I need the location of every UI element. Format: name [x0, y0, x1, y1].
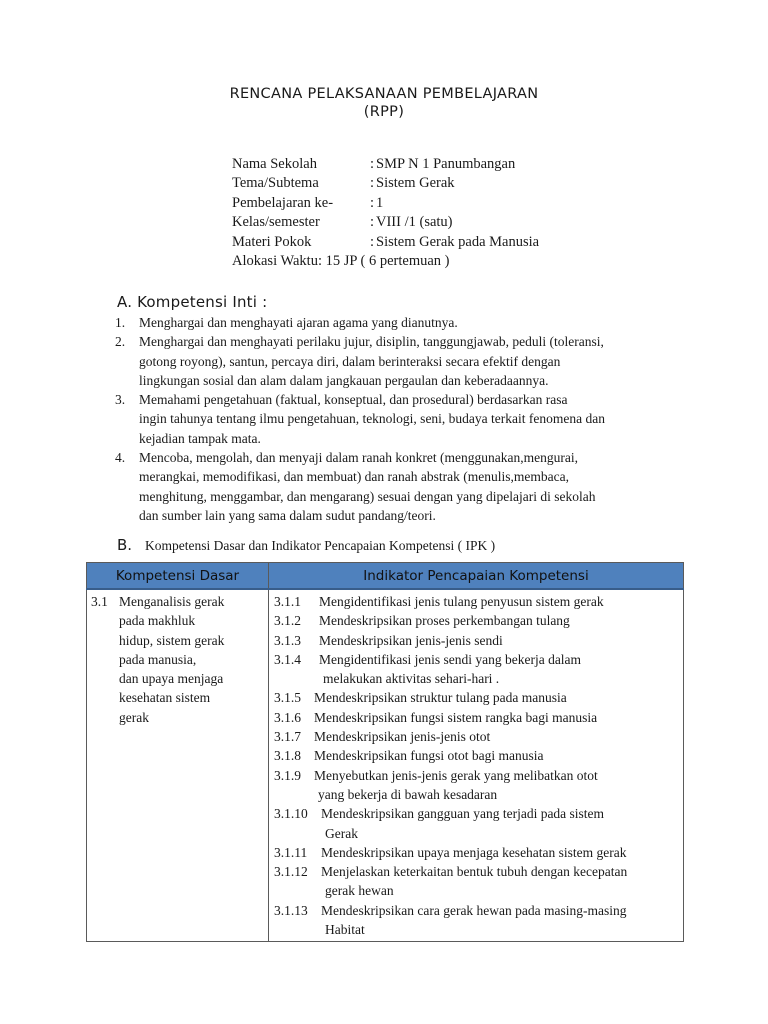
- ipk-number: 3.1.11: [274, 844, 308, 860]
- ipk-number: 3.1.7: [274, 729, 301, 745]
- info-value: 1: [376, 194, 384, 211]
- ipk-item: [274, 592, 683, 611]
- info-row: [232, 174, 539, 193]
- ipk-text-line: Mendeskripsikan fungsi otot bagi manusia: [314, 748, 544, 764]
- ipk-text-line: Mendeskripsikan proses perkembangan tulang: [319, 613, 570, 629]
- table-header-row: [87, 563, 684, 590]
- ipk-number: 3.1.1: [274, 594, 301, 609]
- list-text-line: Memahami pengetahuan (faktual, konseptual, dan prosedural) berdasarkan rasa: [139, 392, 568, 408]
- list-number: 2.: [115, 334, 126, 350]
- kompetensi-inti-list: [115, 313, 685, 525]
- list-text-line: menghitung, menggambar, dan mengarang) sesuai dengan yang dipelajari di sekolah: [139, 488, 596, 504]
- ipk-text-line: melakukan aktivitas sehari-hari .: [323, 671, 500, 687]
- column-header-ipk: Indikator Pencapaian Kompetensi: [269, 563, 684, 590]
- info-label: Nama Sekolah: [232, 156, 317, 172]
- section-b-heading: [117, 536, 495, 555]
- section-b-title: Kompetensi Dasar dan Indikator Pencapaian Kompetensi ( IPK ): [145, 538, 496, 553]
- info-label: Pembelajaran ke-: [232, 194, 334, 211]
- list-text-line: Menghargai dan menghayati perilaku jujur, disiplin, tanggungjawab, peduli (toleransi,: [139, 334, 604, 350]
- ipk-number: 3.1.6: [274, 709, 301, 725]
- list-item: [115, 390, 685, 448]
- info-value: Sistem Gerak: [376, 175, 455, 192]
- kd-text-line: dan upaya menjaga: [119, 671, 224, 687]
- ipk-item: [274, 862, 683, 901]
- ipk-item: [274, 804, 683, 843]
- ipk-text-line: Mendeskripsikan upaya menjaga kesehatan sistem gerak: [321, 844, 627, 860]
- ipk-number: 3.1.13: [274, 902, 308, 918]
- info-label: Materi Pokok: [232, 233, 312, 250]
- ipk-item: [274, 843, 683, 862]
- info-colon: :: [370, 194, 375, 211]
- ipk-item: [274, 650, 683, 689]
- ipk-text-line: Mendeskripsikan jenis-jenis sendi: [319, 632, 503, 648]
- table-row: [87, 589, 684, 942]
- list-text-line: dan sumber lain yang sama dalam sudut pandang/teori.: [139, 507, 436, 523]
- list-text-line: Mencoba, mengolah, dan menyaji dalam ranah konkret (menggunakan,mengurai,: [139, 450, 578, 466]
- list-number: 3.: [115, 392, 126, 408]
- info-value: SMP N 1 Panumbangan: [376, 156, 516, 172]
- kd-number: 3.1: [91, 594, 108, 609]
- ipk-text-line: Mendeskripsikan gangguan yang terjadi pada sistem: [321, 806, 605, 822]
- info-row: [232, 233, 539, 252]
- ipk-text-line: Mendeskripsikan cara gerak hewan pada masing-masing: [321, 902, 627, 918]
- ipk-item: [274, 688, 683, 707]
- ipk-list: [269, 592, 683, 941]
- info-colon: :: [370, 156, 375, 172]
- list-item: [115, 332, 685, 390]
- identity-block: [232, 155, 539, 271]
- list-number: 4.: [115, 450, 126, 466]
- ipk-item: [274, 727, 683, 746]
- ipk-number: 3.1.2: [274, 613, 301, 629]
- ipk-text-line: gerak hewan: [325, 883, 394, 899]
- ipk-number: 3.1.9: [274, 767, 301, 783]
- ipk-text-line: Menjelaskan keterkaitan bentuk tubuh dengan kecepatan: [321, 864, 628, 880]
- ipk-text-line: Mendeskripsikan fungsi sistem rangka bagi manusia: [314, 709, 598, 725]
- section-b-letter: B.: [117, 536, 133, 554]
- kd-entry: [87, 592, 268, 727]
- ipk-number: 3.1.12: [274, 864, 308, 880]
- ipk-text-line: Mendeskripsikan jenis-jenis otot: [314, 729, 491, 745]
- ipk-text-line: Mengidentifikasi jenis tulang penyusun sistem gerak: [319, 594, 604, 609]
- info-row: [232, 155, 539, 174]
- info-label: Tema/Subtema: [232, 175, 319, 192]
- list-text-line: kejadian tampak mata.: [139, 430, 261, 446]
- info-label: Kelas/semester: [232, 214, 320, 231]
- list-text-line: Menghargai dan menghayati ajaran agama yang dianutnya.: [139, 315, 458, 330]
- ipk-text-line: Mendeskripsikan struktur tulang pada manusia: [314, 690, 567, 706]
- kd-text-line: gerak: [119, 709, 149, 725]
- list-item: [115, 313, 685, 332]
- list-item: [115, 448, 685, 525]
- ipk-text-line: Menyebutkan jenis-jenis gerak yang melibatkan otot: [314, 767, 598, 783]
- section-a-heading: A. Kompetensi Inti :: [117, 293, 268, 311]
- ipk-item: [274, 746, 683, 765]
- ipk-text-line: Habitat: [325, 922, 365, 938]
- ipk-item: [274, 708, 683, 727]
- ipk-number: 3.1.5: [274, 690, 301, 706]
- alokasi-waktu: Alokasi Waktu: 15 JP ( 6 pertemuan ): [232, 252, 450, 269]
- ipk-text-line: yang bekerja di bawah kesadaran: [318, 786, 498, 802]
- document-title: RENCANA PELAKSANAAN PEMBELAJARAN: [229, 86, 539, 102]
- ipk-item: [274, 631, 683, 650]
- info-row: [232, 194, 539, 213]
- ipk-text-line: Gerak: [325, 825, 358, 841]
- info-value: Sistem Gerak pada Manusia: [376, 233, 540, 250]
- kd-text-line: pada makhluk: [119, 613, 196, 629]
- ipk-number: 3.1.3: [274, 632, 301, 648]
- ipk-number: 3.1.4: [274, 651, 301, 667]
- info-colon: :: [370, 214, 375, 231]
- kd-cell: [87, 589, 269, 942]
- kd-ipk-table: [86, 562, 684, 942]
- ipk-number: 3.1.8: [274, 748, 301, 764]
- info-colon: :: [370, 233, 375, 250]
- document-subtitle: (RPP): [363, 104, 405, 120]
- list-text-line: merangkai, memodifikasi, dan membuat) dan ranah abstrak (menulis,membaca,: [139, 469, 569, 485]
- list-text-line: lingkungan sosial dan alam dalam jangkauan pergaulan dan keberadaannya.: [139, 372, 549, 388]
- kd-text-line: Menganalisis gerak: [119, 594, 225, 609]
- list-number: 1.: [115, 315, 126, 330]
- kd-text-line: pada manusia,: [119, 651, 197, 667]
- info-value: VIII /1 (satu): [376, 214, 453, 231]
- ipk-cell: [269, 589, 684, 942]
- info-row: [232, 252, 539, 271]
- info-row: [232, 213, 539, 232]
- ipk-item: [274, 611, 683, 630]
- ipk-text-line: Mengidentifikasi jenis sendi yang bekerja dalam: [319, 651, 582, 667]
- ipk-item: [274, 901, 683, 940]
- ipk-item: [274, 766, 683, 805]
- kd-text-line: kesehatan sistem: [119, 690, 211, 706]
- list-text-line: gotong royong), santun, percaya diri, dalam berinteraksi secara efektif dengan: [139, 353, 561, 369]
- kd-text-line: hidup, sistem gerak: [119, 632, 225, 648]
- list-text-line: ingin tahunya tentang ilmu pengetahuan, teknologi, seni, budaya terkait fenomena dan: [139, 411, 605, 427]
- info-colon: :: [370, 175, 375, 192]
- column-header-kd: Kompetensi Dasar: [87, 563, 269, 590]
- ipk-number: 3.1.10: [274, 806, 308, 822]
